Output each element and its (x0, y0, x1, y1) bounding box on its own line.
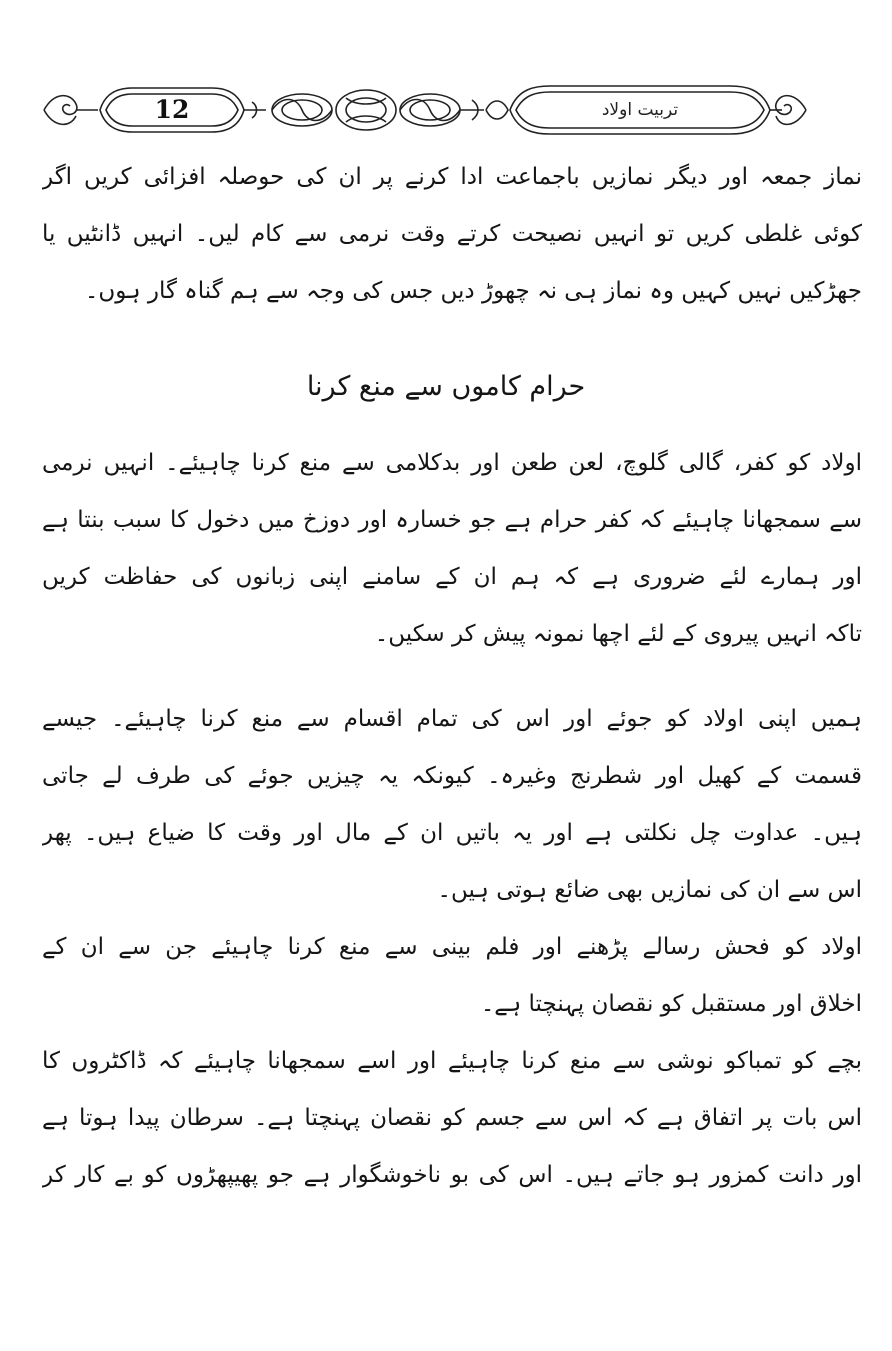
text-line: اخلاق اور مستقبل کو نقصان پہنچتا ہے۔ (480, 991, 862, 1017)
text-line: قسمت کے کھیل اور شطرنج وغیرہ۔ کیونکہ یہ چیزیں جوئے کی طرف لے جاتی (42, 763, 862, 789)
text-line: اولاد کو فحش رسالے پڑھنے اور فلم بینی سے منع کرنا چاہیئے جن سے ان کے (42, 934, 862, 960)
text-line: ہمیں اپنی اولاد کو جوئے اور اس کی تمام اقسام سے منع کرنا چاہیئے۔ جیسے (42, 706, 862, 732)
section-heading: حرام کاموں سے منع کرنا (306, 371, 586, 402)
text-line: جھڑکیں نہیں کہیں وہ نماز ہی نہ چھوڑ دیں جس کی وجہ سے ہم گناہ گار ہوں۔ (84, 278, 862, 304)
text-line: اس بات پر اتفاق ہے کہ اس سے جسم کو نقصان پہنچتا ہے۔ سرطان پیدا ہوتا ہے (42, 1105, 862, 1131)
text-line: بچے کو تمباکو نوشی سے منع کرنا چاہیئے اور اسے سمجھانا چاہیئے کہ ڈاکٹروں کا (42, 1048, 862, 1074)
text-line: اس سے ان کی نمازیں بھی ضائع ہوتی ہیں۔ (437, 877, 862, 903)
text-line: کوئی غلطی کریں تو انہیں نصیحت کرتے وقت نرمی سے کام لیں۔ انہیں ڈانٹیں یا (42, 221, 862, 247)
text-line: نماز جمعہ اور دیگر نمازیں باجماعت ادا کرنے پر ان کی حوصلہ افزائی کریں اگر (42, 164, 862, 190)
text-line: اور ہمارے لئے ضروری ہے کہ ہم ان کے سامنے اپنی زبانوں کی حفاظت کریں (42, 564, 862, 590)
page-number: 12 (154, 95, 190, 124)
text-line: اور دانت کمزور ہو جاتے ہیں۔ اس کی بو ناخوشگوار ہے جو پھیپھڑوں کو بے کار کر (42, 1162, 862, 1188)
running-title: تربیت اولاد (601, 100, 679, 120)
text-line: ہیں۔ عداوت چل نکلتی ہے اور یہ باتیں ان کے مال اور وقت کا ضیاع ہیں۔ پھر (42, 820, 862, 846)
text-line: سے سمجھانا چاہیئے کہ کفر حرام ہے جو خسارہ اور دوزخ میں دخول کا سبب بنتا ہے (42, 507, 862, 533)
text-line: اولاد کو کفر، گالی گلوچ، لعن طعن اور بدکلامی سے منع کرنا چاہیئے۔ انہیں نرمی (42, 450, 862, 476)
page-header (40, 76, 810, 146)
text-line: تاکہ انہیں پیروی کے لئے اچھا نمونہ پیش کر سکیں۔ (374, 621, 862, 647)
